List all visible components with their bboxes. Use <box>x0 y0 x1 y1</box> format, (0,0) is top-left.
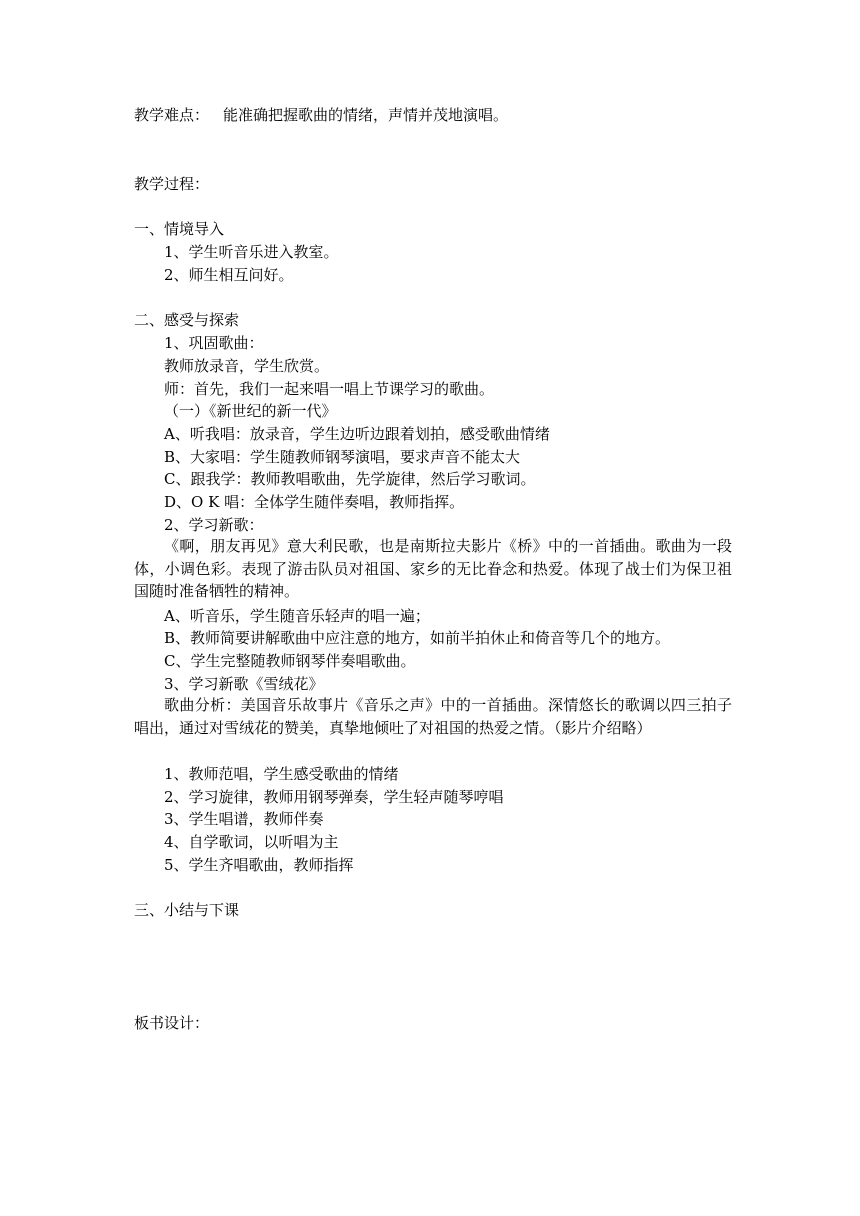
section2-line: A、听我唱：放录音，学生边听边跟着划拍，感受歌曲情绪 <box>164 425 550 443</box>
section2-line: B、大家唱：学生随教师钢琴演唱，要求声音不能太大 <box>164 448 521 466</box>
board-design-label: 板书设计： <box>134 1014 210 1032</box>
section2-line: 2、学习新歌： <box>164 516 264 534</box>
section1-item: 1、学生听音乐进入教室。 <box>164 243 339 261</box>
song-analysis-paragraph: 歌曲分析：美国音乐故事片《音乐之声》中的一首插曲。深情悠长的歌调以四三拍子唱出，通过对雪绒花的赞美，真挚地倾吐了对祖国的热爱之情。（影片介绍略） <box>134 696 732 737</box>
step-item: 2、学习旋律，教师用钢琴弹奏，学生轻声随琴哼唱 <box>164 788 504 806</box>
song-intro-paragraph: 《啊，朋友再见》意大利民歌，也是南斯拉夫影片《桥》中的一首插曲。歌曲为一段体，小调色彩。表现了游击队员对祖国、家乡的无比眷念和热爱。体现了战士们为保卫祖国随时准备牺牲的精神。 <box>134 537 732 601</box>
step-item: 1、教师范唱，学生感受歌曲的情绪 <box>164 765 399 783</box>
process-title: 教学过程： <box>134 175 210 193</box>
step-item: 4、自学歌词，以听唱为主 <box>164 833 339 851</box>
section2-line: 3、学习新歌《雪绒花》 <box>164 675 324 693</box>
step-item: 5、学生齐唱歌曲，教师指挥 <box>164 856 354 874</box>
section2-line: 教师放录音，学生欣赏。 <box>164 357 330 375</box>
section2-title: 二、感受与探索 <box>134 311 240 329</box>
step-item: 3、学生唱谱，教师伴奏 <box>164 810 324 828</box>
section2-line: A、听音乐，学生随音乐轻声的唱一遍； <box>164 607 430 625</box>
difficulty-label: 教学难点： <box>134 106 210 124</box>
section3-title: 三、小结与下课 <box>134 901 240 919</box>
section1-title: 一、情境导入 <box>134 220 225 238</box>
section2-line: 1、巩固歌曲： <box>164 334 264 352</box>
difficulty-text: 能准确把握歌曲的情绪，声情并茂地演唱。 <box>223 106 509 124</box>
song-title-line: （一）《新世纪的新一代》 <box>164 402 337 420</box>
section2-line: B、教师简要讲解歌曲中应注意的地方，如前半拍休止和倚音等几个的地方。 <box>164 629 671 647</box>
section2-line: D、O K 唱：全体学生随伴奏唱，教师指挥。 <box>164 493 465 511</box>
difficulty-line <box>134 106 508 124</box>
section2-line: 师：首先，我们一起来唱一唱上节课学习的歌曲。 <box>164 380 495 398</box>
section2-line: C、跟我学：教师教唱歌曲，先学旋律，然后学习歌词。 <box>164 470 536 488</box>
section2-line: C、学生完整随教师钢琴伴奏唱歌曲。 <box>164 652 416 670</box>
section1-item: 2、师生相互问好。 <box>164 266 294 284</box>
